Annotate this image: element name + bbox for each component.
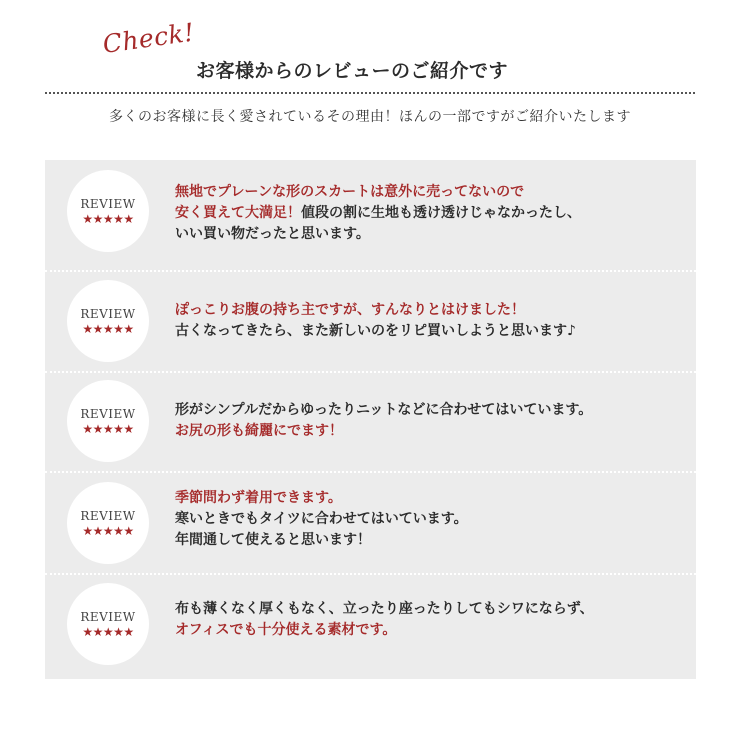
review-badge <box>67 170 149 252</box>
review-text <box>175 488 685 551</box>
review-line: 古くなってきたら、また新しいのをリピ買いしようと思います♪ <box>175 323 576 339</box>
review-badge-label: REVIEW <box>80 508 136 523</box>
review-line: 無地でプレーンな形のスカートは意外に売ってないので <box>175 184 525 200</box>
review-item <box>45 574 696 675</box>
review-line-highlight: 安く買えて大満足！ <box>175 205 301 221</box>
review-line: 布も薄くなく厚くもなく、立ったり座ったりしてもシワにならず、 <box>175 601 594 617</box>
review-badge-label: REVIEW <box>80 306 136 321</box>
review-badge-label: REVIEW <box>80 406 136 421</box>
review-line: いい買い物だったと思います。 <box>175 226 370 242</box>
header <box>0 0 740 125</box>
star-rating-icon: ★★★★★ <box>82 321 134 336</box>
review-item <box>45 472 696 573</box>
page-title: お客様からのレビューのご紹介です <box>196 60 509 82</box>
review-line: 形がシンプルだからゆったりニットなどに合わせてはいています。 <box>175 402 593 418</box>
review-text <box>175 599 685 641</box>
page-subtitle: 多くのお客様に長く愛されているその理由！ほんの一部ですがご紹介いたします <box>109 109 631 125</box>
dotted-divider <box>45 92 695 94</box>
review-badge <box>67 280 149 362</box>
check-script-logo: Check! <box>100 17 197 59</box>
review-text <box>175 300 685 342</box>
review-line: 年間通して使えると思います！ <box>175 532 371 548</box>
reviews-panel <box>45 160 696 679</box>
review-text <box>175 400 685 442</box>
review-text <box>175 182 685 245</box>
review-line: お尻の形も綺麗にでます！ <box>175 423 343 439</box>
review-item <box>45 372 696 473</box>
review-item <box>45 160 696 261</box>
review-line: 寒いときでもタイツに合わせてはいています。 <box>175 511 468 527</box>
review-line: 季節問わず着用できます。 <box>175 490 342 506</box>
star-rating-icon: ★★★★★ <box>82 523 134 538</box>
star-rating-icon: ★★★★★ <box>82 624 134 639</box>
review-badge <box>67 380 149 462</box>
review-line: 値段の割に生地も透け透けじゃなかったし、 <box>301 205 581 221</box>
star-rating-icon: ★★★★★ <box>82 211 134 226</box>
review-badge <box>67 583 149 665</box>
review-item <box>45 271 696 372</box>
review-badge <box>67 482 149 564</box>
review-line: オフィスでも十分使える素材です。 <box>175 622 397 638</box>
star-rating-icon: ★★★★★ <box>82 421 134 436</box>
review-badge-label: REVIEW <box>80 196 136 211</box>
review-badge-label: REVIEW <box>80 609 136 624</box>
review-line: ぽっこりお腹の持ち主ですが、すんなりとはけました！ <box>175 302 525 318</box>
